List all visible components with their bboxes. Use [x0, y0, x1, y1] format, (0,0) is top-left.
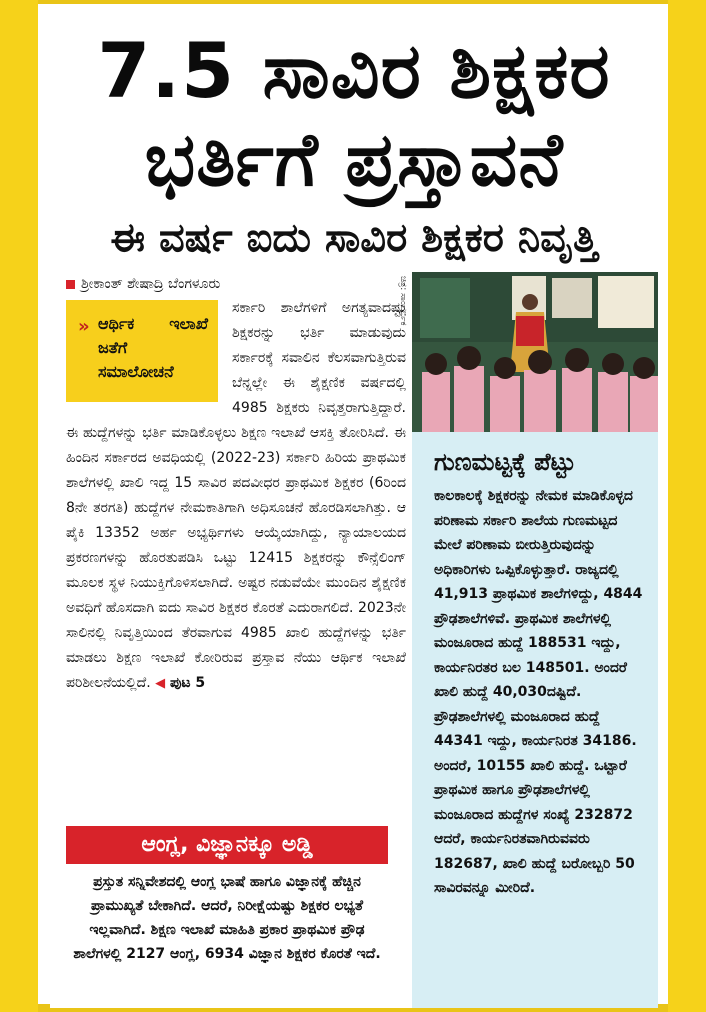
page-border-top	[38, 0, 668, 4]
byline	[66, 274, 406, 294]
play-bullet-icon: ◀	[155, 676, 166, 691]
highlight-box	[66, 300, 218, 402]
photo-credit: ಚಿತ್ರ: ಸಾಂದರ್ಭಿಕ	[398, 276, 408, 326]
continued-link[interactable]	[155, 675, 205, 691]
sidebar-text: ಕಾಲಕಾಲಕ್ಕೆ ಶಿಕ್ಷಕರನ್ನು ನೇಮಕ ಮಾಡಿಕೊಳ್ಳದ ಪರಿಣಾಮ ಸರ್ಕಾರಿ ಶಾಲೆಯ ಗುಣಮಟ್ಟದ ಮೇಲೆ ಪರಿಣಾಮ ಬೀರುತ್ತಿರುವುದನ್ನು ಅಧಿಕಾರಿಗಳು ಒಪ್ಪಿಕೊಳ್ಳುತ್ತಾರೆ. ರಾಜ್ಯದಲ್ಲಿ 41,913 ಪ್ರಾಥಮಿಕ ಶಾಲೆಗಳಿದ್ದು, 4844 ಪ್ರೌಢಶಾಲೆಗಳಿವೆ. ಪ್ರಾಥಮಿಕ ಶಾಲೆಗಳಲ್ಲಿ ಮಂಜೂರಾದ ಹುದ್ದೆ 188531 ಇದ್ದು, ಕಾರ್ಯನಿರತರ ಬಲ 148501. ಅಂದರೆ ಖಾಲಿ ಹುದ್ದೆ 40,030ದಷ್ಟಿದೆ. ಪ್ರೌಢಶಾಲೆಗಳಲ್ಲಿ ಮಂಜೂರಾದ ಹುದ್ದೆ 44341 ಇದ್ದು, ಕಾರ್ಯನಿರತ 34186. ಅಂದರೆ, 10155 ಖಾಲಿ ಹುದ್ದೆ. ಒಟ್ಟಾರೆ ಪ್ರಾಥಮಿಕ ಹಾಗೂ ಪ್ರೌಢಶಾಲೆಗಳಲ್ಲಿ ಮಂಜೂರಾದ ಹುದ್ದೆಗಳ ಸಂಖ್ಯೆ 232872 ಆದರೆ, ಕಾರ್ಯನಿರತವಾಗಿರುವವರು 182687, ಖಾಲಿ ಹುದ್ದೆ ಬರೋಬ್ಬರಿ 50 ಸಾವಿರವನ್ನೂ ಮೀರಿದೆ.	[434, 488, 643, 896]
classroom-photo-illustration	[412, 272, 658, 432]
subheadline: ಈ ವರ್ಷ ಐದು ಸಾವಿರ ಶಿಕ್ಷಕರ ನಿವೃತ್ತಿ	[110, 215, 598, 261]
classroom-photo	[412, 272, 658, 432]
sidebar-title: ಗುಣಮಟ್ಟಕ್ಕೆ ಪೆಟ್ಟು	[434, 448, 576, 476]
highlight-box-text: ಆರ್ಥಿಕ ಇಲಾಖೆ ಜತೆಗೆ ಸಮಾಲೋಚನೆ	[98, 314, 208, 381]
main-article-column	[66, 274, 406, 696]
article-paragraph-text: ಸರ್ಕಾರಿ ಶಾಲೆಗಳಿಗೆ ಅಗತ್ಯವಾದಷ್ಟು ಶಿಕ್ಷಕರನ್ನು ಭರ್ತಿ ಮಾಡುವುದು ಸರ್ಕಾರಕ್ಕೆ ಸವಾಲಿನ ಕೆಲಸವಾಗುತ್ತಿರುವ ಬೆನ್ನಲ್ಲೇ ಈ ಶೈಕ್ಷಣಿಕ ವರ್ಷದಲ್ಲಿ 4985 ಶಿಕ್ಷಕರು ನಿವೃತ್ತರಾಗುತ್ತಿದ್ದಾರೆ. ಈ ಹುದ್ದೆಗಳನ್ನು ಭರ್ತಿ ಮಾಡಿಕೊಳ್ಳಲು ಶಿಕ್ಷಣ ಇಲಾಖೆ ಆಸಕ್ತಿ ತೋರಿಸಿದೆ. ಈ ಹಿಂದಿನ ಸರ್ಕಾರದ ಅವಧಿಯಲ್ಲಿ (2022-23) ಸರ್ಕಾರಿ ಹಿರಿಯ ಪ್ರಾಥಮಿಕ ಶಾಲೆಗಳಲ್ಲಿ ಖಾಲಿ ಇದ್ದ 15 ಸಾವಿರ ಪದವೀಧರ ಪ್ರಾಥಮಿಕ ಶಿಕ್ಷಕರ (6ರಿಂದ 8ನೇ ತರಗತಿ) ಹುದ್ದೆಗಳ ನೇಮಕಾತಿಗಾಗಿ ಅಧಿಸೂಚನೆ ಹೊರಡಿಸಲಾಗಿತ್ತು. ಆ ಪೈಕಿ 13352 ಅರ್ಹ ಅಭ್ಯರ್ಥಿಗಳು ಆಯ್ಕೆಯಾಗಿದ್ದು, ನ್ಯಾಯಾಲಯದ ಪ್ರಕರಣಗಳನ್ನು ಹೊರತುಪಡಿಸಿ ಒಟ್ಟು 12415 ಶಿಕ್ಷಕರನ್ನು ಕೌನ್ಸೆಲಿಂಗ್ ಮೂಲಕ ಸ್ಥಳ ನಿಯುಕ್ತಿಗೊಳಿಸಲಾಗಿದೆ. ಅಷ್ಟರ ನಡುವೆಯೇ ಮುಂದಿನ ಶೈಕ್ಷಣಿಕ ಅವಧಿಗೆ ಹೊಸದಾಗಿ ಐದು ಸಾವಿರ ಶಿಕ್ಷಕರ ಕೊರತೆ ಎದುರಾಗಲಿದೆ. 2023ನೇ ಸಾಲಿನಲ್ಲಿ ನಿವೃತ್ತಿಯಿಂದ ತೆರವಾಗುವ 4985 ಖಾಲಿ ಹುದ್ದೆಗಳನ್ನು ಭರ್ತಿ ಮಾಡಲು ಶಿಕ್ಷಣ ಇಲಾಖೆ ಕೋರಿರುವ ಪ್ರಸ್ತಾವ ನೆಯು ಆರ್ಥಿಕ ಇಲಾಖೆ ಪರಿಶೀಲನೆಯಲ್ಲಿದೆ.	[66, 300, 406, 691]
byline-text: ಶ್ರೀಕಾಂತ್ ಶೇಷಾದ್ರಿ ಬೆಂಗಳೂರು	[81, 276, 221, 292]
page-border-right	[668, 0, 706, 1012]
box2-title: ಆಂಗ್ಲ, ವಿಜ್ಞಾನಕ್ಕೂ ಅಡ್ಡಿ	[66, 826, 388, 864]
page-border-left	[0, 0, 38, 1012]
continued-label: ಪುಟ 5	[170, 675, 206, 691]
sidebar-box	[412, 432, 658, 1008]
newspaper-clipping	[50, 8, 658, 1008]
headline-line-1: 7.5 ಸಾವಿರ ಶಿಕ್ಷಕರ	[97, 26, 611, 115]
double-chevron-icon: »	[78, 316, 90, 337]
red-square-icon	[66, 280, 75, 289]
article-body	[66, 296, 406, 696]
headline-line-2: ಭರ್ತಿಗೆ ಪ್ರಸ್ತಾವನೆ	[144, 117, 564, 203]
box2-text: ಪ್ರಸ್ತುತ ಸನ್ನಿವೇಶದಲ್ಲಿ ಆಂಗ್ಲ ಭಾಷೆ ಹಾಗೂ ವಿಜ್ಞಾನಕ್ಕೆ ಹೆಚ್ಚಿನ ಪ್ರಾಮುಖ್ಯತೆ ಬೇಕಾಗಿದೆ. ಆದರೆ, ನಿರೀಕ್ಷೆಯಷ್ಟು ಶಿಕ್ಷಕರ ಲಭ್ಯತೆ ಇಲ್ಲವಾಗಿದೆ. ಶಿಕ್ಷಣ ಇಲಾಖೆ ಮಾಹಿತಿ ಪ್ರಕಾರ ಪ್ರಾಥಮಿಕ ಪ್ರೌಢ ಶಾಲೆಗಳಲ್ಲಿ 2127 ಆಂಗ್ಲ, 6934 ವಿಜ್ಞಾನ ಶಿಕ್ಷಕರ ಕೊರತೆ ಇದೆ.	[73, 874, 381, 962]
